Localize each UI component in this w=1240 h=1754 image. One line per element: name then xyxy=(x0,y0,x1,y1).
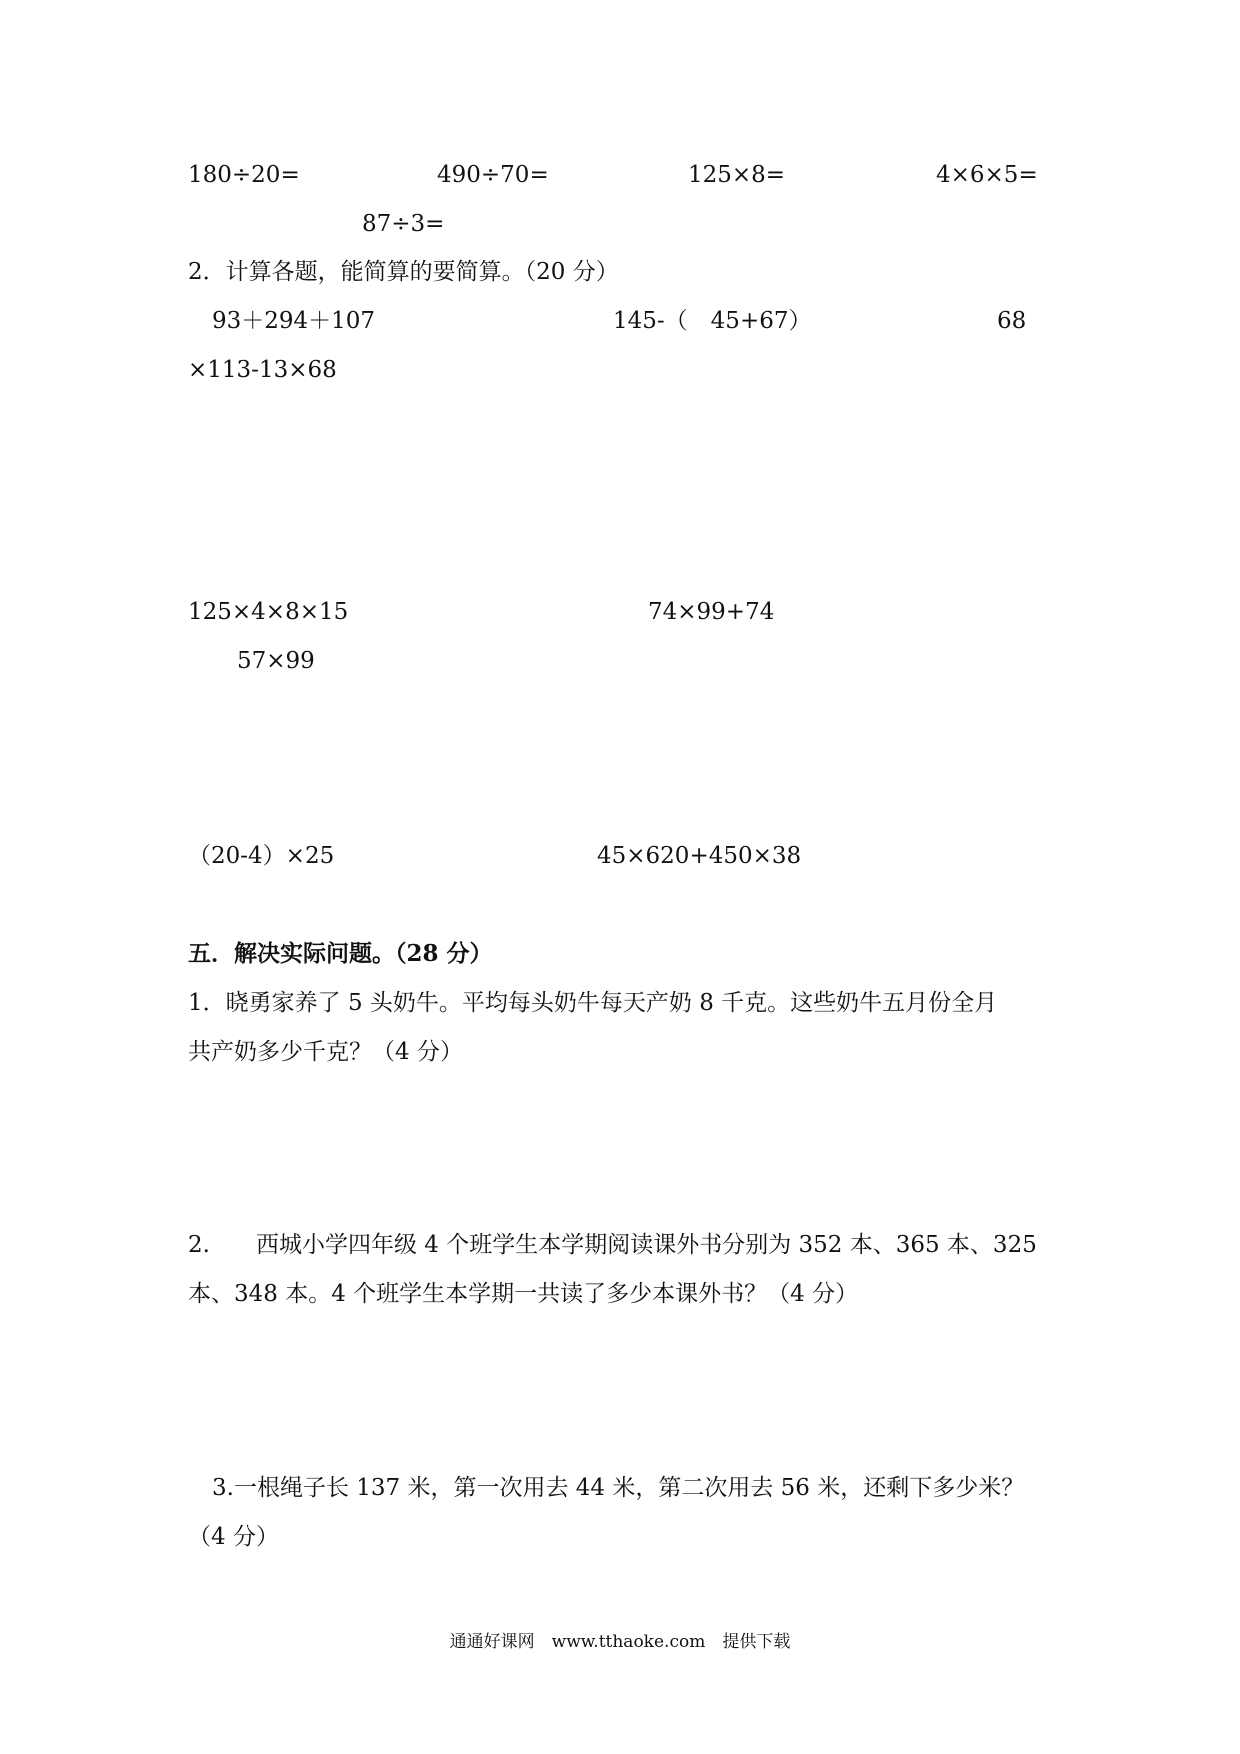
calc-expr-3-start: 68 xyxy=(997,308,1027,334)
calc-heading: 2．计算各题，能简算的要简算。（20 分） xyxy=(188,259,619,285)
section5-heading: 五．解决实际问题。（28 分） xyxy=(188,940,493,967)
oral-calc-3: 125×8= xyxy=(688,162,786,188)
calc-expr-8: 45×620+450×38 xyxy=(597,843,802,869)
calc-expr-6: 57×99 xyxy=(237,648,315,674)
problem3-line2: （4 分） xyxy=(188,1524,279,1550)
footer-credit: 通通好课网 www.tthaoke.com 提供下载 xyxy=(449,1632,791,1652)
problem3-line1: 3.一根绳子长 137 米，第一次用去 44 米，第二次用去 56 米，还剩下多少米？ xyxy=(212,1475,1025,1501)
problem1-line2: 共产奶多少千克？（4 分） xyxy=(188,1039,463,1065)
calc-expr-2: 145-（ 45+67） xyxy=(613,308,812,334)
calc-expr-3-end: ×113-13×68 xyxy=(188,357,337,383)
calc-expr-7: （20-4）×25 xyxy=(188,843,335,869)
problem2-line2: 本、348 本。4 个班学生本学期一共读了多少本课外书？（4 分） xyxy=(188,1281,859,1307)
oral-calc-2: 490÷70= xyxy=(437,162,549,188)
oral-calc-5: 87÷3= xyxy=(362,211,445,237)
oral-calc-1: 180÷20= xyxy=(188,162,300,188)
calc-expr-4: 125×4×8×15 xyxy=(188,599,349,625)
oral-calc-4: 4×6×5= xyxy=(936,162,1038,188)
problem2-line1: 2. 西城小学四年级 4 个班学生本学期阅读课外书分别为 352 本、365 本、325 xyxy=(188,1232,1037,1258)
problem1-line1: 1．晓勇家养了 5 头奶牛。平均每头奶牛每天产奶 8 千克。这些奶牛五月份全月 xyxy=(188,990,998,1016)
calc-expr-5: 74×99+74 xyxy=(648,599,775,625)
calc-expr-1: 93＋294＋107 xyxy=(212,308,376,334)
